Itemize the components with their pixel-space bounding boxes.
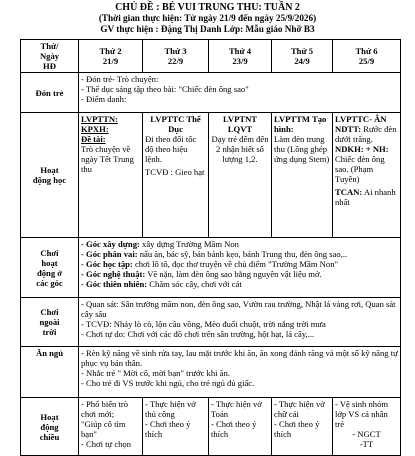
goc-item: - Góc thiên nhiên: Chăm sóc cây, chơi với cát [81, 279, 242, 289]
document-page [0, 2, 415, 452]
row-an-ngu [21, 347, 401, 398]
label-hoat-dong-hoc: Hoạt động học [21, 113, 79, 238]
chieu-fri: - Vệ sinh nhóm lớp VS cá nhân trẻ - NGCT -TT [333, 398, 401, 456]
row-hoat-dong-hoc [21, 113, 401, 238]
hoc-tue: LVPTTC Thể Dục Đi theo đối tốc độ theo hiệu lệnh. TCVĐ : Gieo hạt [143, 113, 209, 238]
document-title: CHỦ ĐỀ : BÉ VUI TRUNG THU: TUẦN 2 [115, 2, 300, 13]
row-choi-goc [21, 238, 401, 298]
label-choi-goc: Chơi hoạt động ở các góc [21, 238, 79, 298]
goc-item: - Góc nghệ thuật: Vẽ nặn, làm đèn ông sao bằng nguyên vật liệu mở. [81, 269, 322, 279]
don-tre-content: - Đón trẻ- Trò chuyện: - Thể dục sáng tập theo bài: "Chiếc đèn ông sao" - Điểm danh: [79, 73, 401, 113]
chieu-mon: - Phổ biến trò chơi mới; "Giúp cô tìm bạn" - Chơi tự chọn [79, 398, 143, 456]
choi-ngoai-troi-content: - Quan sát: Sân trường mầm non, đèn ông sao, Vườn rau trường, Nhật lá vàng rơi, Quan sát cây sấu - TCVĐ: Nhảy lò cò, lộn cầu vồng, Mèo đuổi chuột, trời nắng trời mưa - Chơi tự do: Chơi với các đồ chơi trên sân trường, hột hạt, lá cây,... [79, 298, 401, 347]
time-range: (Thời gian thực hiện: Từ ngày 21/9 đến ngày 25/9/2026) [98, 13, 317, 23]
goc-item: - Góc phân vai: nấu ăn, bác sỹ, bán bánh kẹo, bánh Trung thu, đèn ông sao,.. [81, 249, 348, 259]
row-hoat-dong-chieu [21, 398, 401, 456]
hoc-mon: LVPTTN: KPXH: Đề tài: Trò chuyện về ngày Tết Trung thu [79, 113, 143, 238]
day-header-wed: Thứ 4 23/9 [209, 40, 272, 73]
an-ngu-content: - Rèn kỹ năng về sinh rửa tay, lau mặt trước khi ăn, ăn xong đánh răng và một số kỹ năng tự phục vụ bản thân. - Nhắc trẻ " Mời cô, mời bạn" trước khi ăn. - Cho trẻ đi VS trước khi ngủ, cho trẻ ngủ đủ giấc. [79, 347, 401, 398]
teacher-class: GV thực hiện : Đặng Thị Danh Lớp: Mẫu giáo Nhỡ B3 [100, 24, 315, 34]
label-an-ngu: Ăn ngủ [21, 347, 79, 398]
label-don-tre: Đón trẻ [21, 73, 79, 113]
header-row [21, 40, 401, 73]
goc-item: - Góc xây dựng: xây dựng Trường Mầm Non [81, 239, 239, 249]
corner-cell: Thứ/ Ngày HĐ [21, 40, 79, 73]
day-header-mon: Thứ 2 21/9 [79, 40, 143, 73]
chieu-tue: - Thực hiện vở thủ công - Chơi theo ý thích [143, 398, 209, 456]
document-header [0, 2, 415, 35]
day-header-fri: Thứ 6 25/9 [333, 40, 401, 73]
choi-goc-content [79, 238, 401, 298]
row-choi-ngoai-troi [21, 298, 401, 347]
label-choi-ngoai-troi: Chơi ngoài trời [21, 298, 79, 347]
day-header-thu: Thứ 5 24/9 [272, 40, 333, 73]
goc-item: - Góc học tập: chơi lô tô, đọc thơ truyện về chủ điểm "Trường Mầm Non" [81, 259, 338, 269]
day-header-tue: Thứ 3 22/9 [143, 40, 209, 73]
schedule-table [20, 39, 401, 456]
label-hoat-dong-chieu: Hoạt động chiều [21, 398, 79, 456]
chieu-thu: - Thực hiện vở chữ cái - Chơi theo ý thích [272, 398, 333, 456]
hoc-thu: LVPTTM Tạo hình: Làm đèn trung thu (Lồng ghép ứng dụng Stem) [272, 113, 333, 238]
row-don-tre [21, 73, 401, 113]
chieu-wed: - Thực hiện vở Toán - Chơi theo ý thích [209, 398, 272, 456]
hoc-wed: LVPTNT LQVT Dạy trẻ đếm đến 2 nhận biết số lượng 1,2. [209, 113, 272, 238]
hoc-fri: LVPTTC- ÂN NDTT: Rước đèn dưới trăng. NDKH: + NH: Chiếc đèn ông sao. (Phạm Tuyên) TCAN: Ai nhanh nhất [333, 113, 401, 238]
